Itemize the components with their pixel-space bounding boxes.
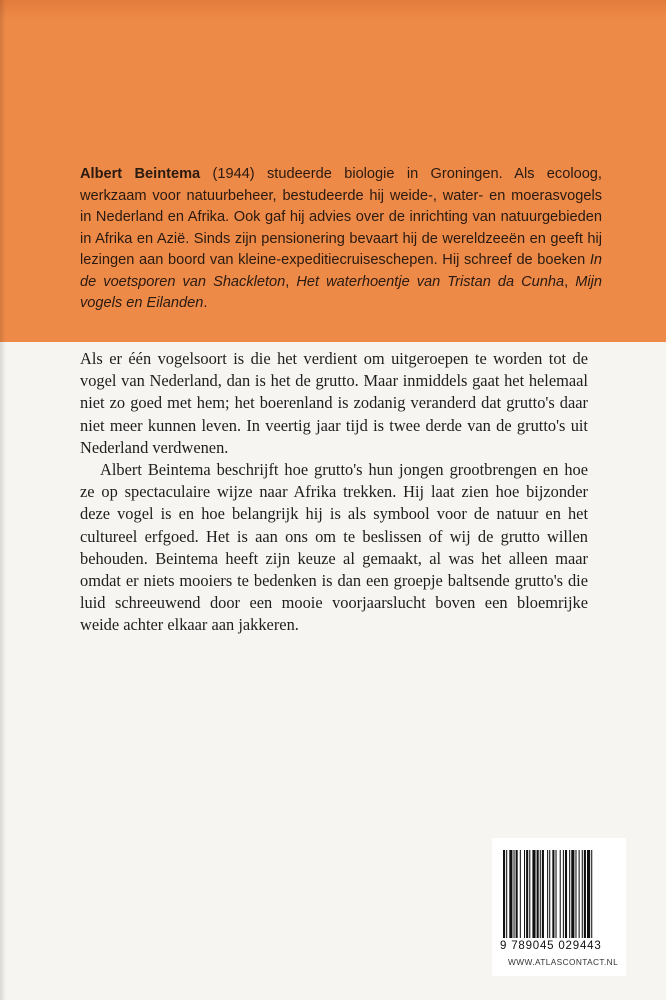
barcode-bar <box>571 850 574 938</box>
barcode-bar <box>529 850 530 938</box>
book-blurb <box>80 348 588 637</box>
barcode-bar <box>540 850 541 938</box>
spine-edge-shadow <box>0 0 6 1000</box>
barcode-bar <box>584 850 586 938</box>
barcode-bar <box>552 850 554 938</box>
barcode-bar <box>514 850 515 938</box>
author-name: Albert Beintema <box>80 166 201 182</box>
book-title-1: In de voetsporen van Shackleton <box>80 252 602 290</box>
barcode-bar <box>591 850 592 938</box>
book-title-3: Mijn vogels en Eilanden <box>80 273 602 311</box>
barcode-bar <box>569 850 570 938</box>
barcode-bar <box>537 850 539 938</box>
book-title-2: Het waterhoentje van Tristan da Cunha <box>296 273 565 290</box>
publisher-website: WWW.ATLASCONTACT.NL <box>508 957 619 967</box>
separator: , <box>564 273 576 290</box>
barcode-bar <box>556 850 557 938</box>
isbn-number: 9 789045 029443 <box>500 940 602 952</box>
author-bio <box>80 164 602 315</box>
barcode-bar <box>524 850 525 938</box>
barcode-bar <box>587 850 590 938</box>
blurb-paragraph-1: Als er één vogelsoort is die het verdient om uitgeroepen te worden tot de vogel van Nederland, dan is het de grutto. Maar inmiddels gaat het helemaal niet zo goed met hem; het boerenland is zodanig veranderd dat grutto's daar niet meer kunnen leven. In veertig jaar tijd is twee derde van de grutto's uit Nederland verdwenen. <box>80 349 588 457</box>
blurb-paragraph-2: Albert Beintema beschrijft hoe grutto's hun jongen grootbrengen en hoe ze op spectaculaire wijze naar Afrika trekken. Hij laat zien hoe bijzonder deze vogel is en hoe belangrijk hij is als symbool voor de natuur en het cultureel erfgoed. Het is aan ons om te beslissen of wij de grutto willen behouden. Beintema heeft zijn keuze al gemaakt, al was het alleen maar omdat er niets mooiers te bedenken is dan een groepje baltsende grutto's die luid schreeuwend door een mooie voorjaarslucht boven een bloemrijke weide achter elkaar aan jakkeren. <box>80 460 588 635</box>
barcode-bar <box>509 850 512 938</box>
barcode-bar <box>503 850 505 938</box>
separator: , <box>285 273 297 290</box>
barcode-bar <box>549 850 550 938</box>
barcode-bar <box>516 850 518 938</box>
barcode-bar <box>582 850 583 938</box>
barcode-bar <box>520 850 521 938</box>
barcode-bar <box>542 850 544 938</box>
barcode-bar <box>526 850 528 938</box>
barcode-bar <box>575 850 576 938</box>
barcode-bar <box>565 850 567 938</box>
bio-text: (1944) studeerde biologie in Groningen. Als ecoloog, werkzaam voor natuurbeheer, bestudeerde hij weide-, water- en moerasvogels in Nederland en Afrika. Ook gaf hij advies over de inrichting van natuurgebieden in Afrika en Azië. Sinds zijn pensionering bevaart hij de wereldzeeën en geeft hij lezingen aan boord van kleine-expeditiecruiseschepen. Hij schreef de boeken <box>80 166 602 268</box>
bio-end: . <box>203 295 208 311</box>
barcode-bar <box>547 850 548 938</box>
barcode-bar <box>560 850 561 938</box>
barcode-bar <box>579 850 580 938</box>
barcode-bar <box>532 850 535 938</box>
barcode-bar <box>563 850 564 938</box>
band-top-shade <box>0 0 666 20</box>
barcode-bar <box>506 850 507 938</box>
barcode <box>503 850 625 940</box>
